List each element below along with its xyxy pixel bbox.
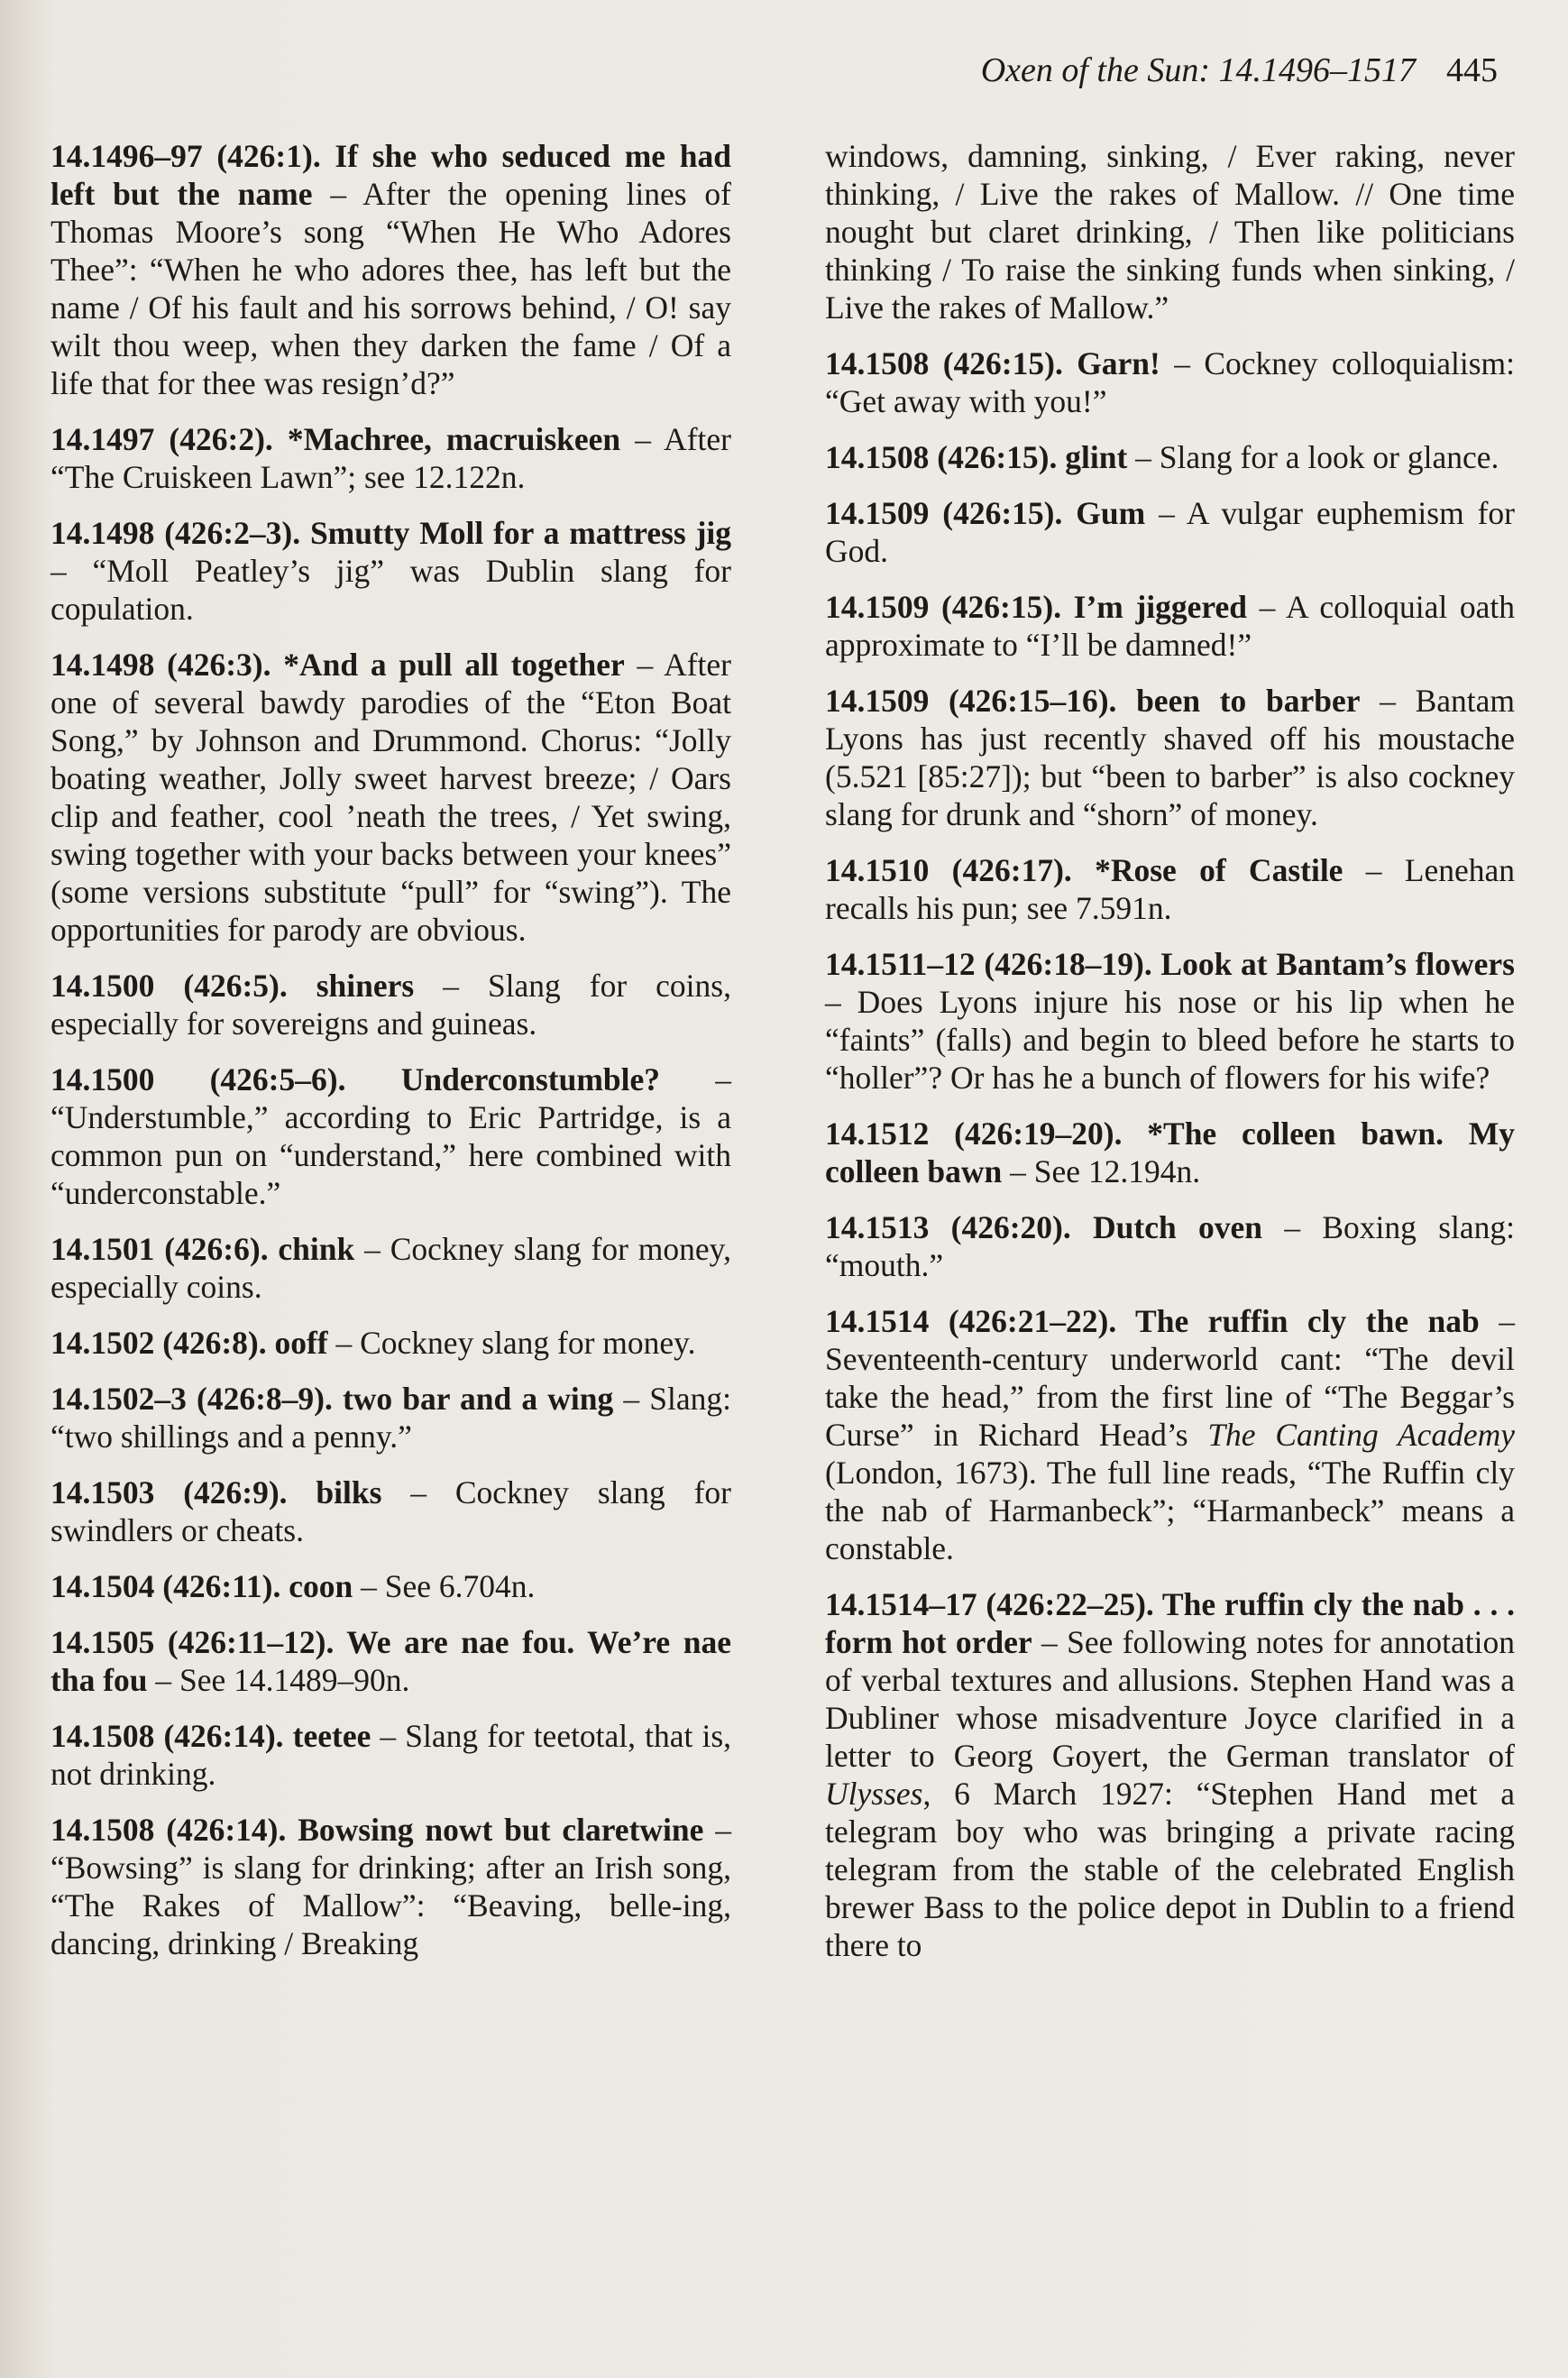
entry-reference: 14.1514 (426:21–22).: [825, 1303, 1136, 1339]
entry-note: – Does Lyons injure his nose or his lip when he “faints” (falls) and begin to bleed before he starts to “holler”? Or has he a bunch of flowers for his wife?: [825, 984, 1515, 1096]
entry-note: – Cockney slang for money.: [327, 1325, 696, 1361]
annotation-entry: [825, 438, 1515, 476]
page-number: 445: [1446, 51, 1498, 89]
entry-note-continued: (London, 1673). The full line reads, “The Ruffin cly the nab of Harmanbeck”; “Harmanbeck” means a constable.: [825, 1455, 1515, 1566]
entry-lemma: glint: [1065, 439, 1128, 475]
entry-note: – Cockney slang for swindlers or cheats.: [50, 1474, 731, 1548]
entry-reference: 14.1497 (426:2).: [50, 421, 288, 457]
annotation-entry: [825, 945, 1515, 1097]
entry-reference: 14.1498 (426:3).: [50, 647, 284, 683]
entry-reference: 14.1509 (426:15).: [825, 495, 1077, 531]
annotation-entry: [50, 514, 731, 628]
entry-lemma: Dutch oven: [1093, 1209, 1263, 1245]
entry-reference: 14.1504 (426:11).: [50, 1568, 289, 1604]
annotation-entry: [50, 1623, 731, 1699]
annotation-entry: [825, 1115, 1515, 1190]
entry-note: – Lenehan recalls his pun; see 7.591n.: [825, 852, 1515, 926]
entry-note: – See 12.194n.: [1002, 1153, 1201, 1189]
entry-lemma: Bowsing nowt but claretwine: [298, 1812, 704, 1848]
entry-lemma: Smutty Moll for a mattress jig: [309, 515, 731, 551]
annotation-entry: [825, 1585, 1515, 1964]
entry-lemma: chink: [278, 1231, 355, 1267]
annotation-entry: [50, 1567, 731, 1605]
entry-lemma: Garn!: [1077, 345, 1160, 381]
entry-reference: 14.1508 (426:14).: [50, 1718, 293, 1754]
entry-note: – “Understumble,” according to Eric Partridge, is a common pun on “understand,” here combined with “underconstable.”: [50, 1061, 732, 1211]
annotation-entry: [50, 1380, 731, 1455]
entry-reference: 14.1505 (426:11–12).: [50, 1624, 347, 1660]
entry-lemma: shiners: [316, 968, 415, 1004]
entry-lemma: coon: [289, 1568, 353, 1604]
entry-reference: 14.1509 (426:15–16).: [825, 683, 1137, 719]
annotation-entry: [825, 682, 1515, 833]
entry-lemma: teetee: [292, 1718, 371, 1754]
entry-reference: 14.1514–17 (426:22–25).: [825, 1586, 1162, 1622]
entry-reference: 14.1508 (426:15).: [825, 345, 1077, 381]
right-column: [825, 137, 1515, 1982]
entry-reference: 14.1510 (426:17).: [825, 852, 1096, 888]
annotation-entry: [50, 137, 731, 402]
entry-reference: 14.1500 (426:5–6).: [50, 1061, 401, 1097]
entry-reference: 14.1511–12 (426:18–19).: [825, 946, 1161, 982]
entry-lemma: *Machree, macruiskeen: [287, 421, 621, 457]
annotation-entry: [50, 1717, 731, 1793]
entry-lemma: bilks: [316, 1474, 382, 1510]
entry-note: – “Moll Peatley’s jig” was Dublin slang for copulation.: [50, 553, 731, 627]
entry-reference: 14.1502–3 (426:8–9).: [50, 1381, 343, 1417]
entry-note: – Seventeenth-century underworld cant: “The devil take the head,” from the first line of “The Beggar’s Curse” in Richard Head’s: [825, 1303, 1516, 1453]
entry-lemma: ooff: [274, 1325, 328, 1361]
left-column: [50, 137, 731, 1980]
annotation-entry: [50, 1230, 731, 1306]
annotation-entry: [50, 967, 731, 1042]
entry-lemma: Gum: [1076, 495, 1146, 531]
entry-reference: 14.1508 (426:14).: [50, 1812, 298, 1848]
entry-note: – Cockney colloquialism: “Get away with you!”: [825, 345, 1516, 419]
entry-reference: 14.1512 (426:19–20).: [825, 1116, 1148, 1152]
entry-note: – Cockney slang for money, especially coins.: [50, 1231, 731, 1305]
entry-italic-title: Ulysses: [825, 1776, 923, 1812]
entry-note: windows, damning, sinking, / Ever raking, never thinking, / Live the rakes of Mallow. // One time nought but claret drinking, / Then like politicians thinking / To raise the sinking funds when sinking, / Live the rakes of Mallow.”: [825, 138, 1515, 326]
entry-note: – Slang: “two shillings and a penny.”: [50, 1381, 731, 1455]
annotation-entry: [825, 494, 1515, 570]
entry-lemma: *And a pull all together: [283, 647, 625, 683]
entry-reference: 14.1496–97 (426:1).: [50, 138, 335, 174]
entry-note: – See following notes for annotation of verbal textures and allusions. Stephen Hand was a Dubliner whose misadventure Joyce clarified in a letter to Georg Goyert, the German translator of: [825, 1624, 1515, 1774]
entry-note: – After “The Cruiskeen Lawn”; see 12.122n.: [50, 421, 731, 495]
entry-reference: 14.1500 (426:5).: [50, 968, 316, 1004]
annotation-entry: [825, 1208, 1515, 1284]
entry-reference: 14.1502 (426:8).: [50, 1325, 275, 1361]
entry-note: – Bantam Lyons has just recently shaved off his moustache (5.521 [85:27]); but “been to barber” is also cockney slang for drunk and “shorn” of money.: [825, 683, 1515, 832]
entry-lemma: Underconstumble?: [400, 1061, 661, 1097]
entry-note: – After the opening lines of Thomas Moore’s song “When He Who Adores Thee”: “When he who adores thee, has left but the name / Of his fault and his sorrows behind, / O! say wilt thou weep, when they darken the fame / Of a life that for thee was resign’d?”: [50, 176, 731, 401]
annotation-entry: [50, 420, 731, 496]
entry-lemma: Look at Bantam’s flowers: [1160, 946, 1515, 982]
entry-lemma: The ruffin cly the nab . . . form hot order: [825, 1586, 1515, 1660]
entry-note: – See 14.1489–90n.: [147, 1662, 410, 1698]
annotation-entry: [50, 646, 731, 949]
entry-reference: 14.1509 (426:15).: [825, 589, 1074, 625]
entry-lemma: We are nae fou. We’re nae tha fou: [50, 1624, 731, 1698]
entry-note: – Boxing slang: “mouth.”: [825, 1209, 1516, 1283]
annotation-entry: [50, 1474, 731, 1549]
annotation-entry: [825, 588, 1515, 664]
entry-note: – A colloquial oath approximate to “I’ll be damned!”: [825, 589, 1516, 663]
entry-reference: 14.1501 (426:6).: [50, 1231, 279, 1267]
entry-lemma: The ruffin cly the nab: [1135, 1303, 1480, 1339]
annotation-entry: [825, 851, 1515, 927]
annotation-entry: [50, 1811, 731, 1962]
entry-reference: 14.1503 (426:9).: [50, 1474, 316, 1510]
entry-note: – “Bowsing” is slang for drinking; after an Irish song, “The Rakes of Mallow”: “Beaving, belle-ing, dancing, drinking / Breaking: [50, 1812, 732, 1961]
entry-note: – Slang for a look or glance.: [1127, 439, 1499, 475]
entry-reference: 14.1513 (426:20).: [825, 1209, 1094, 1245]
entry-lemma: *Rose of Castile: [1095, 852, 1343, 888]
entry-reference: 14.1508 (426:15).: [825, 439, 1066, 475]
entry-reference: 14.1498 (426:2–3).: [50, 515, 310, 551]
annotation-entry: [825, 344, 1515, 420]
entry-lemma: *The colleen bawn. My colleen bawn: [825, 1116, 1515, 1189]
entry-note-continued: , 6 March 1927: “Stephen Hand met a telegram boy who was bringing a private racing telegram from the stable of the celebrated English brewer Bass to the police depot in Dublin to a friend there to: [825, 1776, 1515, 1963]
entry-note: – Slang for coins, especially for sovereigns and guineas.: [50, 968, 731, 1042]
running-head-title: Oxen of the Sun: 14.1496–1517: [980, 51, 1416, 89]
entry-lemma: been to barber: [1136, 683, 1361, 719]
entry-italic-title: The Canting Academy: [1207, 1417, 1515, 1453]
running-head: [981, 50, 1498, 90]
entry-lemma: If she who seduced me had left but the name: [50, 138, 732, 212]
entry-note: – See 6.704n.: [353, 1568, 536, 1604]
entry-note: – A vulgar euphemism for God.: [825, 495, 1515, 569]
annotation-entry: [50, 1324, 731, 1362]
entry-lemma: two bar and a wing: [342, 1381, 614, 1417]
entry-note: – Slang for teetotal, that is, not drinking.: [50, 1718, 732, 1792]
annotation-entry: [825, 1302, 1515, 1567]
annotation-entry: [50, 1060, 731, 1212]
entry-lemma: I’m jiggered: [1073, 589, 1248, 625]
entry-note: – After one of several bawdy parodies of the “Eton Boat Song,” by Johnson and Drummond. Chorus: “Jolly boating weather, Jolly sweet harvest breeze; / Oars clip and feather, cool ’neath the trees, / Yet swing, swing together with your backs between your knees” (some versions substitute “pull” for “swing”). The opportunities for parody are obvious.: [50, 647, 731, 948]
annotation-entry: [825, 137, 1515, 326]
